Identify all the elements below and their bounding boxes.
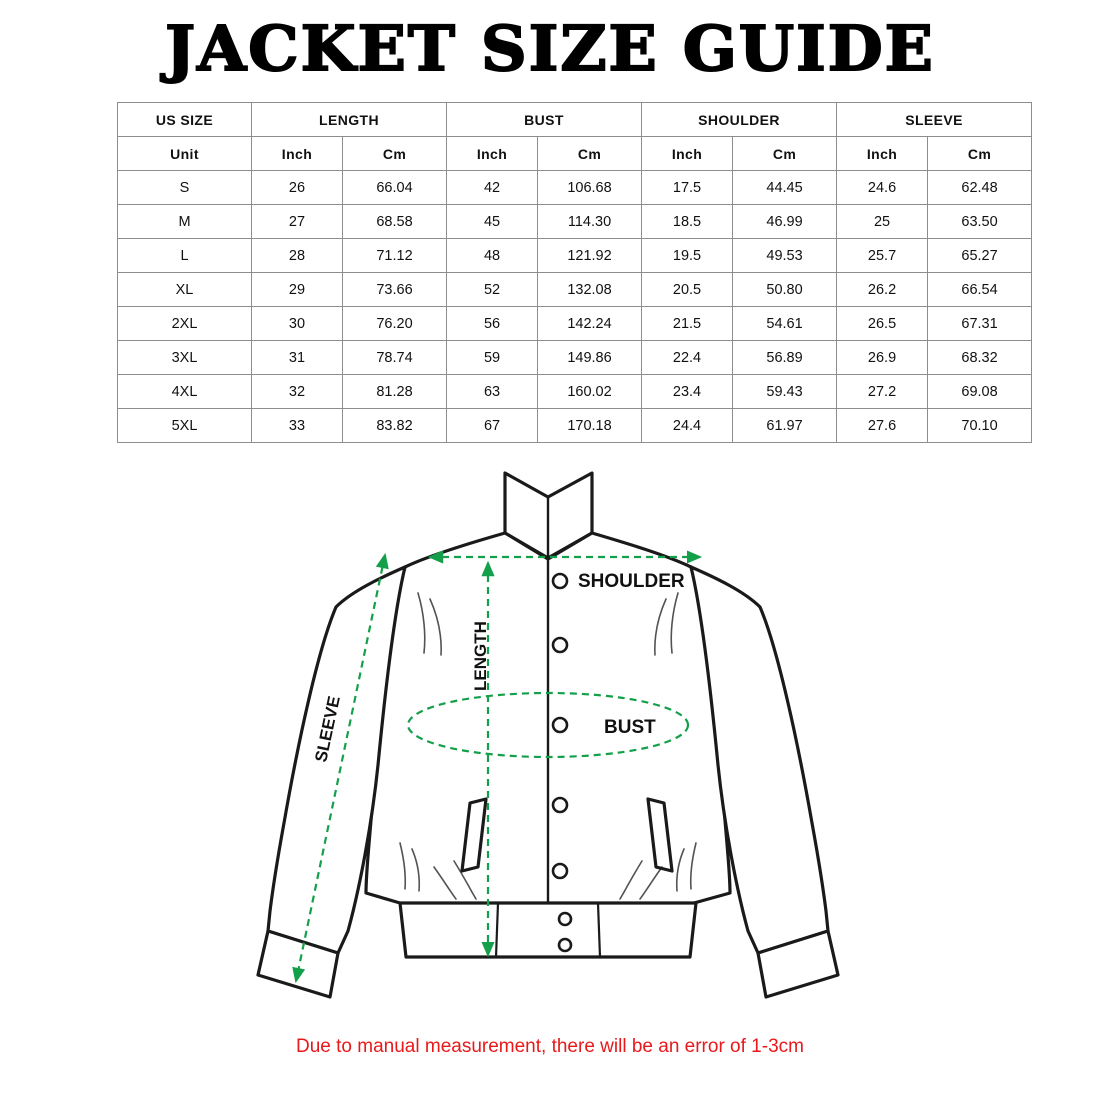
- cell-size: 4XL: [118, 375, 252, 409]
- cell-bust-inch: 42: [447, 171, 538, 205]
- cell-bust-inch: 56: [447, 307, 538, 341]
- cell-length-inch: 26: [252, 171, 343, 205]
- button: [553, 718, 567, 732]
- cell-length-cm: 66.04: [343, 171, 447, 205]
- unit-sleeve-cm: Cm: [928, 137, 1032, 171]
- cell-sleeve-cm: 67.31: [928, 307, 1032, 341]
- cell-bust-cm: 149.86: [538, 341, 642, 375]
- cell-length-cm: 83.82: [343, 409, 447, 443]
- cell-shoulder-cm: 54.61: [733, 307, 837, 341]
- cell-length-cm: 81.28: [343, 375, 447, 409]
- header-bust: BUST: [447, 103, 642, 137]
- unit-shoulder-cm: Cm: [733, 137, 837, 171]
- unit-label: Unit: [118, 137, 252, 171]
- button: [559, 939, 571, 951]
- cell-shoulder-inch: 24.4: [642, 409, 733, 443]
- cell-sleeve-inch: 25: [837, 205, 928, 239]
- cell-size: 3XL: [118, 341, 252, 375]
- cell-bust-inch: 48: [447, 239, 538, 273]
- cell-length-inch: 29: [252, 273, 343, 307]
- button: [553, 574, 567, 588]
- label-shoulder: SHOULDER: [578, 571, 685, 592]
- cell-length-cm: 76.20: [343, 307, 447, 341]
- unit-bust-inch: Inch: [447, 137, 538, 171]
- cell-length-cm: 71.12: [343, 239, 447, 273]
- cell-length-cm: 73.66: [343, 273, 447, 307]
- header-us-size: US SIZE: [118, 103, 252, 137]
- cell-bust-cm: 114.30: [538, 205, 642, 239]
- cell-bust-cm: 121.92: [538, 239, 642, 273]
- cell-length-cm: 68.58: [343, 205, 447, 239]
- cell-shoulder-cm: 56.89: [733, 341, 837, 375]
- button: [553, 638, 567, 652]
- cell-sleeve-inch: 24.6: [837, 171, 928, 205]
- cell-bust-inch: 45: [447, 205, 538, 239]
- label-bust: BUST: [604, 717, 656, 738]
- cell-shoulder-inch: 20.5: [642, 273, 733, 307]
- table-row: [118, 409, 1032, 443]
- cell-sleeve-inch: 26.2: [837, 273, 928, 307]
- cell-bust-inch: 52: [447, 273, 538, 307]
- table-row: [118, 239, 1032, 273]
- cell-shoulder-inch: 17.5: [642, 171, 733, 205]
- button: [553, 864, 567, 878]
- page-title: JACKET SIZE GUIDE: [165, 12, 935, 85]
- table-row: [118, 273, 1032, 307]
- cell-length-inch: 28: [252, 239, 343, 273]
- cell-size: 2XL: [118, 307, 252, 341]
- unit-sleeve-inch: Inch: [837, 137, 928, 171]
- cell-sleeve-cm: 70.10: [928, 409, 1032, 443]
- cell-shoulder-cm: 61.97: [733, 409, 837, 443]
- unit-length-inch: Inch: [252, 137, 343, 171]
- measurement-note: Due to manual measurement, there will be an error of 1-3cm: [296, 1036, 804, 1057]
- cell-bust-cm: 160.02: [538, 375, 642, 409]
- header-shoulder: SHOULDER: [642, 103, 837, 137]
- cell-sleeve-cm: 62.48: [928, 171, 1032, 205]
- cell-sleeve-inch: 27.6: [837, 409, 928, 443]
- cell-size: M: [118, 205, 252, 239]
- cell-size: L: [118, 239, 252, 273]
- cell-shoulder-inch: 18.5: [642, 205, 733, 239]
- header-length: LENGTH: [252, 103, 447, 137]
- cell-length-inch: 30: [252, 307, 343, 341]
- cell-shoulder-inch: 23.4: [642, 375, 733, 409]
- cell-sleeve-cm: 69.08: [928, 375, 1032, 409]
- jacket-outline-group: [258, 473, 838, 997]
- table-row: [118, 205, 1032, 239]
- cell-shoulder-cm: 46.99: [733, 205, 837, 239]
- cell-bust-cm: 132.08: [538, 273, 642, 307]
- cell-bust-inch: 67: [447, 409, 538, 443]
- cell-sleeve-cm: 63.50: [928, 205, 1032, 239]
- table-unit-row: [118, 137, 1032, 171]
- cell-size: XL: [118, 273, 252, 307]
- table-row: [118, 171, 1032, 205]
- cell-shoulder-inch: 19.5: [642, 239, 733, 273]
- cell-sleeve-cm: 65.27: [928, 239, 1032, 273]
- table-row: [118, 375, 1032, 409]
- cell-bust-cm: 142.24: [538, 307, 642, 341]
- header-sleeve: SLEEVE: [837, 103, 1032, 137]
- cell-bust-cm: 170.18: [538, 409, 642, 443]
- cell-size: S: [118, 171, 252, 205]
- unit-bust-cm: Cm: [538, 137, 642, 171]
- cell-shoulder-cm: 59.43: [733, 375, 837, 409]
- cell-length-inch: 31: [252, 341, 343, 375]
- cell-size: 5XL: [118, 409, 252, 443]
- jacket-diagram: [0, 463, 1100, 1023]
- cell-sleeve-inch: 27.2: [837, 375, 928, 409]
- cell-bust-inch: 63: [447, 375, 538, 409]
- cell-length-inch: 27: [252, 205, 343, 239]
- cell-bust-inch: 59: [447, 341, 538, 375]
- cell-length-inch: 32: [252, 375, 343, 409]
- cell-sleeve-cm: 66.54: [928, 273, 1032, 307]
- cell-shoulder-cm: 50.80: [733, 273, 837, 307]
- cell-sleeve-inch: 26.5: [837, 307, 928, 341]
- button: [553, 798, 567, 812]
- cell-sleeve-cm: 68.32: [928, 341, 1032, 375]
- table-row: [118, 341, 1032, 375]
- cell-shoulder-inch: 21.5: [642, 307, 733, 341]
- button: [559, 913, 571, 925]
- cell-shoulder-inch: 22.4: [642, 341, 733, 375]
- cell-sleeve-inch: 26.9: [837, 341, 928, 375]
- size-table: [117, 102, 1032, 443]
- label-length: LENGTH: [471, 621, 490, 691]
- label-sleeve: SLEEVE: [311, 694, 344, 764]
- unit-shoulder-inch: Inch: [642, 137, 733, 171]
- cell-shoulder-cm: 44.45: [733, 171, 837, 205]
- cell-bust-cm: 106.68: [538, 171, 642, 205]
- table-group-header-row: [118, 103, 1032, 137]
- cell-shoulder-cm: 49.53: [733, 239, 837, 273]
- waistband: [400, 903, 696, 957]
- size-table-container: [117, 102, 998, 443]
- unit-length-cm: Cm: [343, 137, 447, 171]
- cell-sleeve-inch: 25.7: [837, 239, 928, 273]
- cell-length-inch: 33: [252, 409, 343, 443]
- cell-length-cm: 78.74: [343, 341, 447, 375]
- table-row: [118, 307, 1032, 341]
